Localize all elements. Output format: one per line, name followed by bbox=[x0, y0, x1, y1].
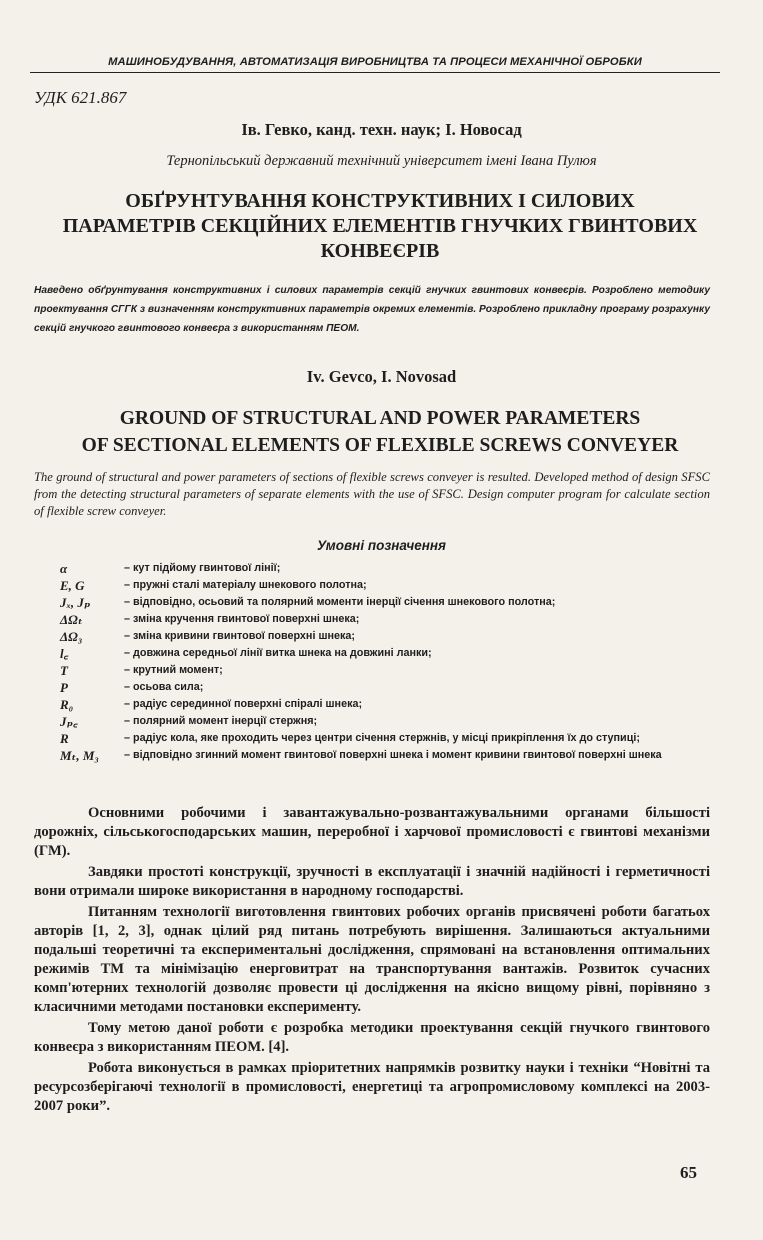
title-ukrainian: ОБҐРУНТУВАННЯ КОНСТРУКТИВНИХ І СИЛОВИХ ПАРАМЕТРІВ СЕКЦІЙНИХ ЕЛЕМЕНТІВ ГНУЧКИХ ГВИНТОВИХ КОНВЕЄРІВ bbox=[62, 190, 698, 262]
notation-definition: – осьова сила; bbox=[124, 681, 204, 693]
header-rule bbox=[30, 72, 720, 73]
notation-symbol: P bbox=[60, 680, 68, 695]
notation-definition: – пружні сталі матеріалу шнекового полотна; bbox=[124, 579, 367, 591]
title-english-line-1: GROUND OF STRUCTURAL AND POWER PARAMETERS bbox=[119, 408, 641, 429]
notation-row bbox=[60, 594, 710, 611]
body-paragraph: Питанням технології виготовлення гвинтових робочих органів присвячені роботи багатьох авторів [1, 2, 3], однак цілий ряд питань потребують вирішення. Залишаються актуальними подальші теоретичні та експериментальні дослідження, спрямовані на встановлення оптимальних режимів ТМ та мінімізацію енерговитрат на транспортування вантажів. Розвиток сучасних комп'ютерних технологій дозволяє провести ці дослідження на якісно вищому рівні, порівняно з класичними методами постановки експерименту. bbox=[34, 904, 710, 1015]
running-header: МАШИНОБУДУВАННЯ, АВТОМАТИЗАЦІЯ ВИРОБНИЦТВА ТА ПРОЦЕСИ МЕХАНІЧНОЇ ОБРОБКИ bbox=[108, 56, 642, 68]
page-number: 65 bbox=[680, 1163, 697, 1182]
notation-row bbox=[60, 713, 710, 730]
notation-definition: – радіус кола, яке проходить через центри січення стержнів, у місці прикріплення їх до ступиці; bbox=[124, 732, 640, 744]
notation-row bbox=[60, 577, 710, 594]
body-text bbox=[34, 804, 710, 1116]
notation-row bbox=[60, 628, 710, 645]
body-paragraph: Завдяки простоті конструкції, зручності в експлуатації і значній надійності і герметичності вони отримали широке використання в народному господарстві. bbox=[34, 864, 710, 899]
abstract-ukrainian: Наведено обґрунтування конструктивних і силових параметрів секцій гнучких гвинтових конвеєрів. Розроблено методику проектування СГГК з визначенням конструктивних параметрів окремих елементів. Розроблено прикладну програму розрахунку секцій гнучкого гвинтового конвеєра з використанням ПЕОМ. bbox=[34, 285, 710, 334]
body-paragraph: Тому метою даної роботи є розробка методики проектування секцій гнучкого гвинтового конвеєра з використанням ПЕОМ. [4]. bbox=[34, 1020, 710, 1055]
affiliation: Тернопільський державний технічний університет імені Івана Пулюя bbox=[166, 153, 597, 169]
notation-symbol: T bbox=[60, 663, 68, 678]
udk-code: УДК 621.867 bbox=[34, 88, 127, 107]
notation-definition: – крутний момент; bbox=[124, 664, 223, 676]
body-paragraph: Робота виконується в рамках пріоритетних напрямків розвитку науки і техніки “Новітні та ресурсозберігаючі технології в промисловості, енергетиці та агропромисловому комплексі на 2003-2007 роки”. bbox=[34, 1060, 710, 1114]
notation-symbol: Jₚ꜀ bbox=[60, 714, 78, 729]
abstract-english: The ground of structural and power parameters of sections of flexible screws conveyer is resulted. Developed method of design SFSC from the detecting structural parameters of separate elements with the use of SFSC. Design computer program for calculate section of flexible screw conveyer. bbox=[34, 470, 710, 518]
title-english-line-2: OF SECTIONAL ELEMENTS OF FLEXIBLE SCREWS CONVEYER bbox=[81, 435, 679, 456]
notation-row bbox=[60, 747, 710, 764]
notation-list bbox=[60, 560, 710, 764]
body-paragraph: Основними робочими і завантажувально-розвантажувальними органами більшості дорожніх, сільськогосподарських машин, переробної і харчової промисловості є гвинтові механізми (ГМ). bbox=[34, 805, 710, 859]
notation-definition: – зміна кручення гвинтової поверхні шнека; bbox=[124, 613, 360, 625]
notation-definition: – довжина середньої лінії витка шнека на довжині ланки; bbox=[124, 647, 432, 659]
notation-symbol: R₀ bbox=[60, 697, 74, 712]
authors-english: Iv. Gevco, I. Novosad bbox=[306, 367, 457, 386]
notation-symbol: α bbox=[60, 561, 68, 576]
notation-symbol: Mₜ, M₃ bbox=[60, 748, 99, 763]
notation-row bbox=[60, 679, 710, 696]
notation-symbol: E, G bbox=[60, 578, 85, 593]
notation-row bbox=[60, 730, 710, 747]
notation-heading: Умовні позначення bbox=[316, 538, 446, 553]
notation-symbol: ΔΩₜ bbox=[60, 612, 83, 627]
notation-row bbox=[60, 611, 710, 628]
notation-definition: – зміна кривини гвинтової поверхні шнека; bbox=[124, 630, 355, 642]
title-english bbox=[30, 405, 730, 459]
notation-definition: – радіус серединної поверхні спіралі шнека; bbox=[124, 698, 363, 710]
authors-ukrainian: Ів. Гевко, канд. техн. наук; І. Новосад bbox=[241, 120, 522, 139]
notation-symbol: l꜀ bbox=[60, 646, 69, 661]
notation-row bbox=[60, 645, 710, 662]
notation-definition: – відповідно згинний момент гвинтової поверхні шнека і момент кривини гвинтової поверхні шнека bbox=[124, 749, 662, 761]
notation-symbol: R bbox=[60, 731, 69, 746]
notation-row bbox=[60, 560, 710, 577]
notation-definition: – кут підйому гвинтової лінії; bbox=[124, 562, 281, 574]
notation-definition: – полярний момент інерції стержня; bbox=[124, 715, 318, 727]
notation-symbol: Jₓ, Jₚ bbox=[60, 595, 91, 610]
notation-symbol: ΔΩ₃ bbox=[60, 629, 83, 644]
notation-definition: – відповідно, осьовий та полярний моменти інерції січення шнекового полотна; bbox=[124, 596, 556, 608]
notation-row bbox=[60, 662, 710, 679]
notation-row bbox=[60, 696, 710, 713]
